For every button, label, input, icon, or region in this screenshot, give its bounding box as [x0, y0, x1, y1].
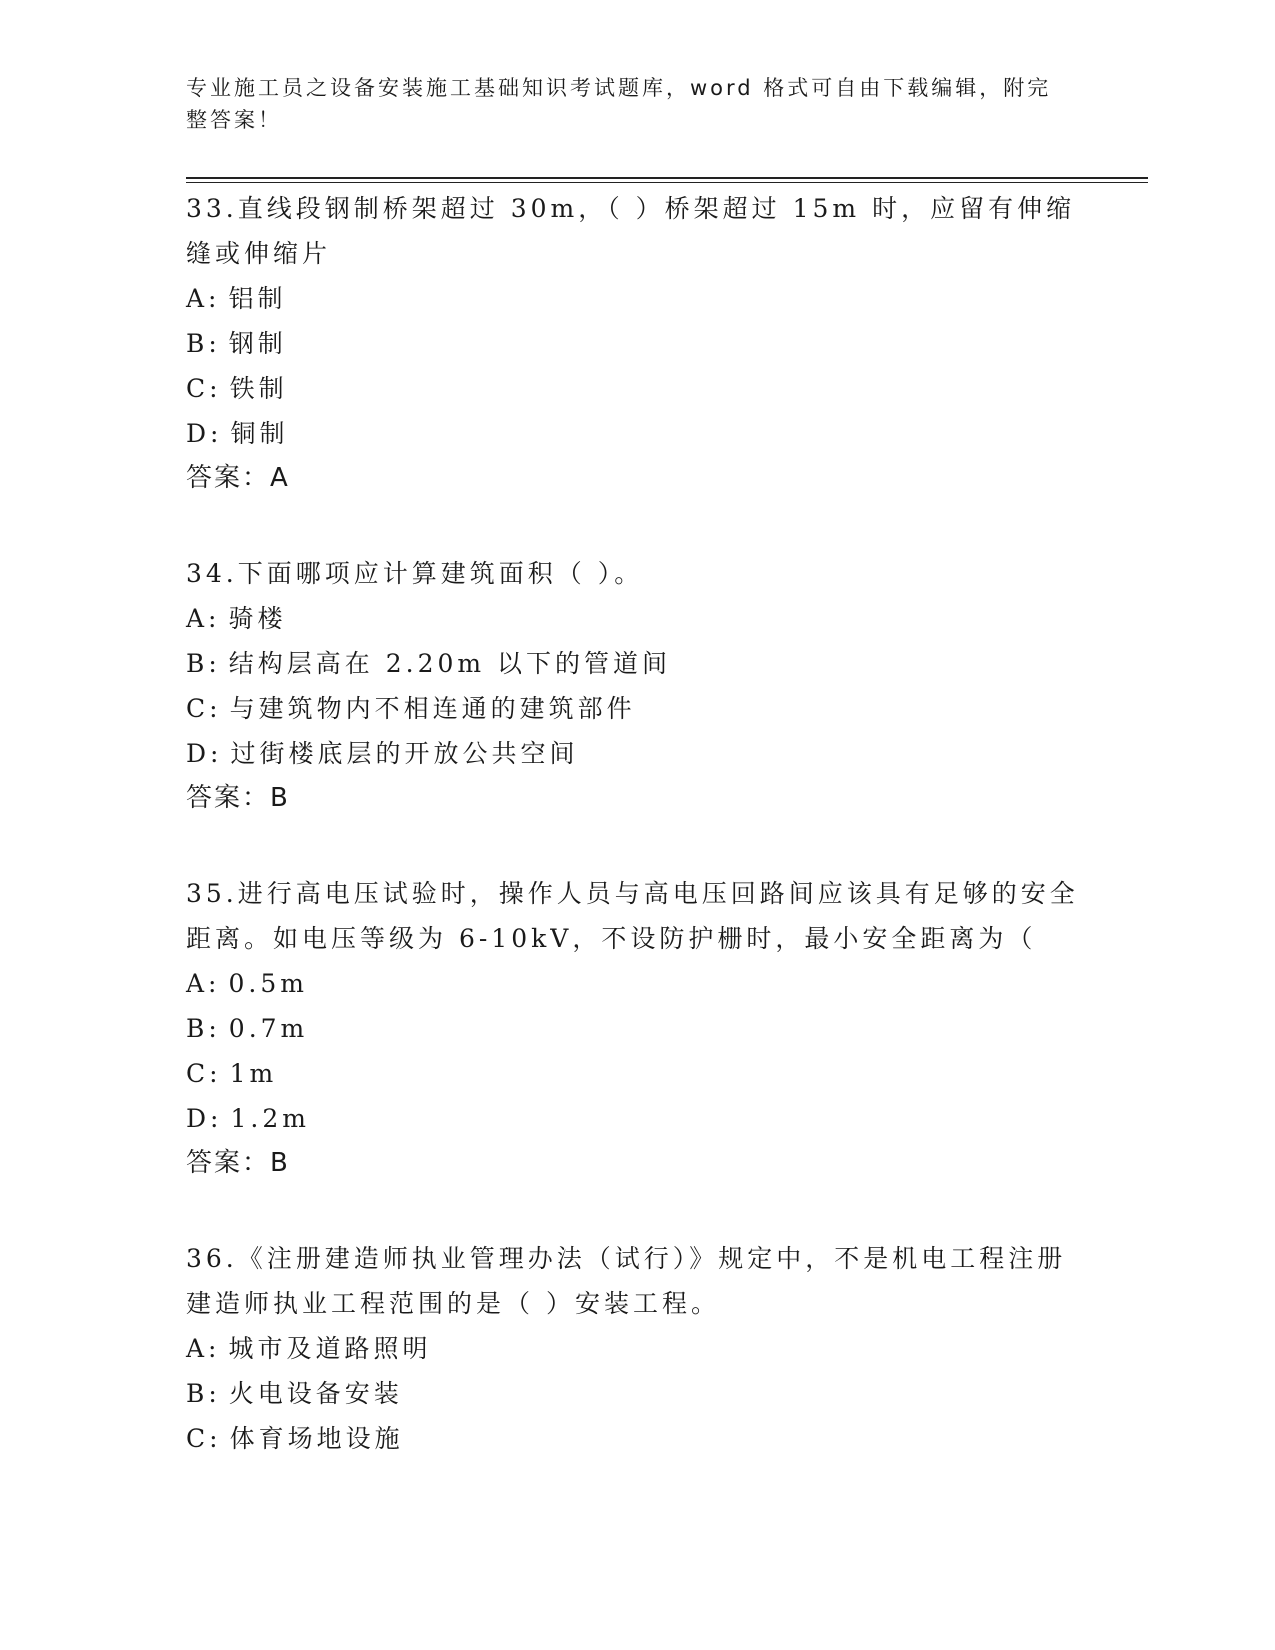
option-text: 火电设备安装	[228, 1379, 403, 1408]
option-text: 与建筑物内不相连通的建筑部件	[229, 694, 636, 723]
option-c	[186, 1416, 1086, 1461]
option-a	[186, 961, 1086, 1006]
option-label: C:	[186, 1059, 222, 1088]
answer: 答案：B	[186, 783, 290, 813]
option-text: 钢制	[228, 329, 287, 358]
option-b	[186, 1006, 1086, 1051]
option-label: A:	[186, 604, 221, 633]
option-d	[186, 411, 1086, 456]
option-d	[186, 731, 1086, 776]
question-36	[186, 1236, 1086, 1461]
option-text: 城市及道路照明	[228, 1334, 432, 1363]
option-c	[186, 1051, 1086, 1096]
question-stem: 34.下面哪项应计算建筑面积（ ）。	[186, 559, 644, 588]
header-divider-thick	[186, 177, 1148, 179]
option-label: B:	[186, 329, 221, 358]
option-text: 骑楼	[228, 604, 287, 633]
answer: 答案：B	[186, 1148, 290, 1178]
question-stem: 36.《注册建造师执业管理办法（试行）》规定中，不是机电工程注册建造师执业工程范围的是（ ）安装工程。	[186, 1244, 1067, 1318]
answer: 答案：A	[186, 463, 290, 493]
question-34	[186, 551, 1086, 821]
option-b	[186, 321, 1086, 366]
question-35	[186, 871, 1086, 1186]
option-label: A:	[186, 969, 221, 998]
option-label: A:	[186, 1334, 221, 1363]
option-text: 铜制	[230, 419, 289, 448]
option-c	[186, 366, 1086, 411]
option-a	[186, 1326, 1086, 1371]
option-label: D:	[186, 419, 223, 448]
question-stem: 35.进行高电压试验时，操作人员与高电压回路间应该具有足够的安全距离。如电压等级为 6-10kV，不设防护栅时，最小安全距离为（	[186, 879, 1079, 953]
option-a	[186, 596, 1086, 641]
option-label: B:	[186, 1014, 221, 1043]
option-label: B:	[186, 1379, 221, 1408]
option-c	[186, 686, 1086, 731]
document-header: 专业施工员之设备安装施工基础知识考试题库，word 格式可自由下载编辑，附完整答案！	[186, 76, 1052, 132]
option-text: 结构层高在 2.20m 以下的管道间	[228, 649, 672, 678]
option-d	[186, 1096, 1086, 1141]
option-text: 铁制	[229, 374, 288, 403]
question-stem: 33.直线段钢制桥架超过 30m，（ ）桥架超过 15m 时，应留有伸缩缝或伸缩片	[186, 194, 1076, 268]
option-label: A:	[186, 284, 221, 313]
option-label: B:	[186, 649, 221, 678]
option-label: D:	[186, 1104, 223, 1133]
option-label: C:	[186, 374, 222, 403]
option-text: 1m	[229, 1059, 278, 1088]
option-b	[186, 641, 1086, 686]
question-list	[186, 186, 1086, 1461]
option-label: D:	[186, 739, 223, 768]
option-label: C:	[186, 1424, 222, 1453]
option-text: 1.2m	[230, 1104, 310, 1133]
option-text: 体育场地设施	[229, 1424, 404, 1453]
option-a	[186, 276, 1086, 321]
option-b	[186, 1371, 1086, 1416]
option-text: 0.7m	[228, 1014, 309, 1043]
question-33	[186, 186, 1086, 501]
option-label: C:	[186, 694, 222, 723]
header-divider-thin	[186, 182, 1148, 183]
option-text: 过街楼底层的开放公共空间	[230, 739, 579, 768]
option-text: 0.5m	[228, 969, 308, 998]
option-text: 铝制	[228, 284, 287, 313]
